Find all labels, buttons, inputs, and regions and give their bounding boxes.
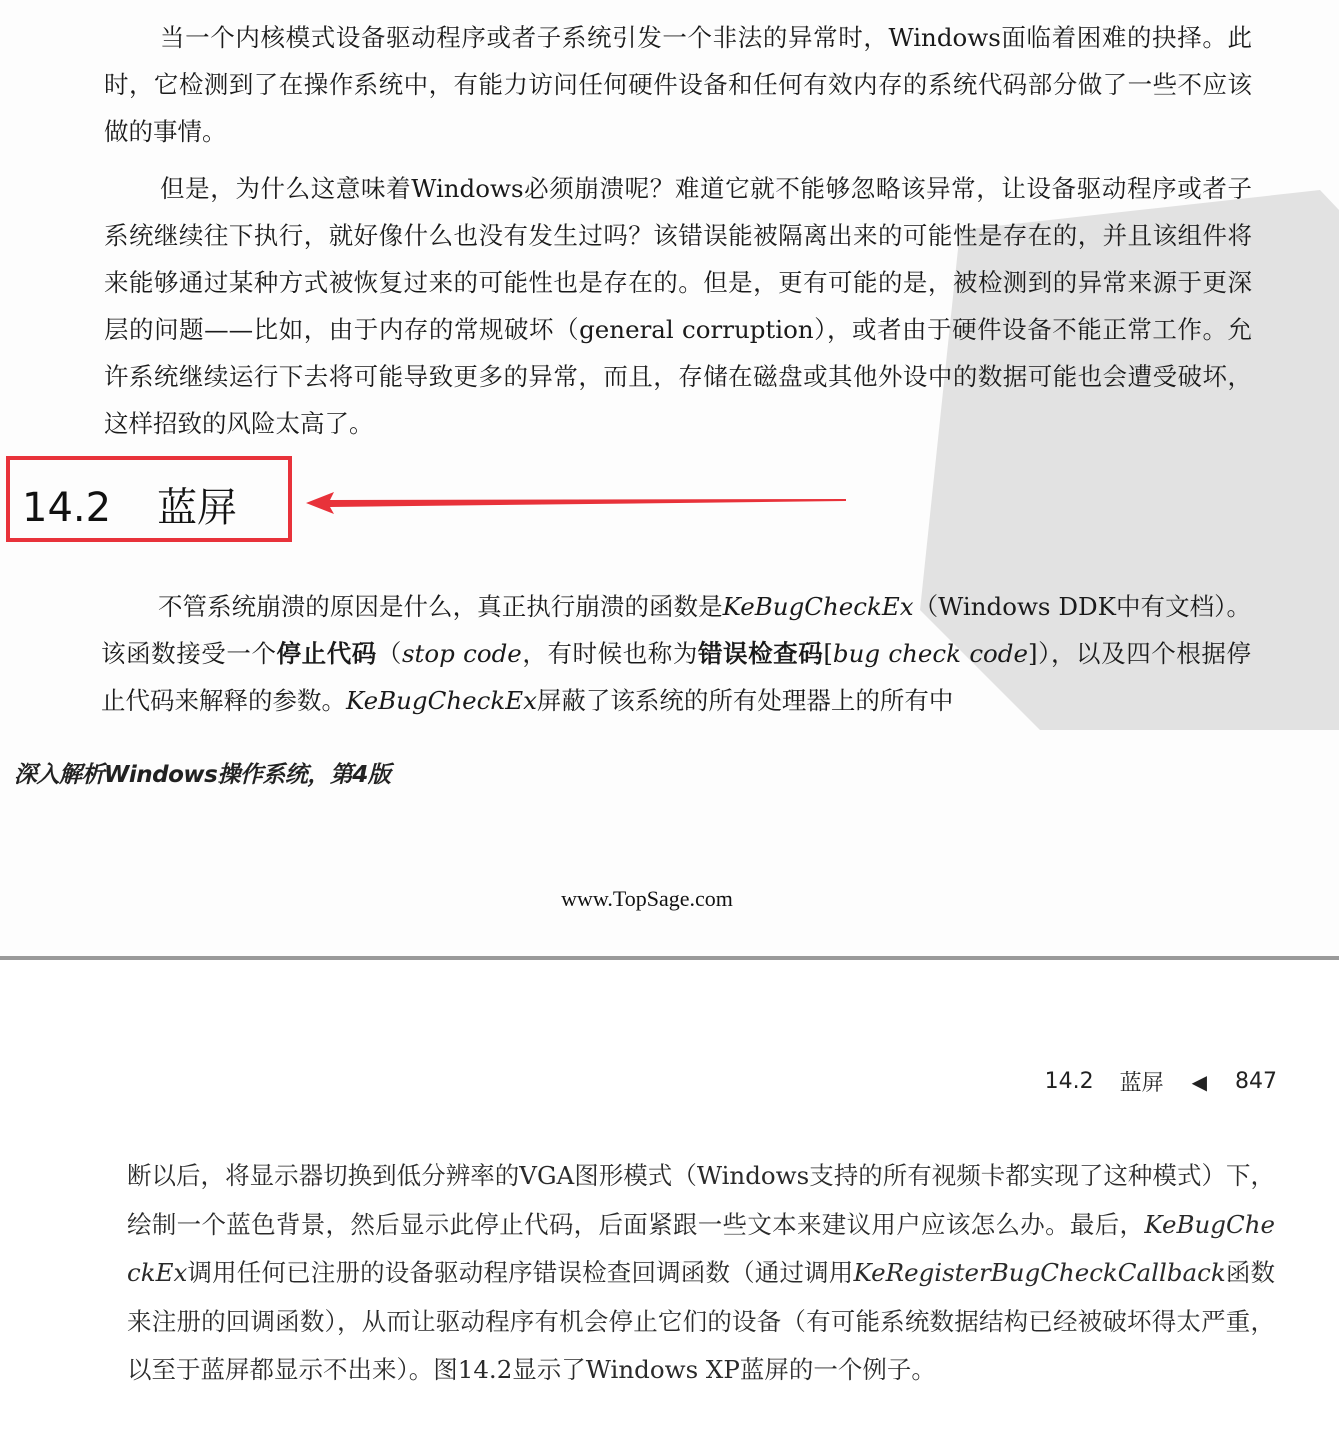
section-heading-highlight [6, 456, 292, 542]
text-span: [ [823, 639, 833, 668]
bottom-page [0, 962, 1339, 1448]
text-span: 屏蔽了该系统的所有处理器上的所有中 [536, 686, 954, 715]
text-span: ，有时候也称为 [521, 639, 698, 668]
function-name: KeBugCheckEx [127, 1209, 1275, 1287]
text-span: （Windows DDK中有文档）。该函数接受一个 [101, 592, 1251, 668]
term-bug-check-code: 错误检查码 [697, 639, 824, 668]
paragraph-blue-screen-display [127, 1152, 1275, 1395]
site-url-footer: www.TopSage.com [561, 886, 733, 911]
book-title-footer: 深入解析Windows操作系统，第4版 [14, 762, 391, 788]
section-number: 14.2 [22, 485, 112, 531]
page-separator [0, 956, 1339, 960]
text-span: 断以后，将显示器切换到低分辨率的VGA图形模式（Windows支持的所有视频卡都实现了这种模式）下，绘制一个蓝色背景，然后显示此停止代码，后面紧跟一些文本来建议用户应该怎么办。最后， [127, 1161, 1275, 1239]
text-span: 不管系统崩溃的原因是什么，真正执行崩溃的函数是 [158, 592, 723, 621]
header-section-title: 蓝屏 [1119, 1071, 1164, 1096]
text-span: 函数来注册的回调函数），从而让驱动程序有机会停止它们的设备（有可能系统数据结构已经被破坏得太严重，以至于蓝屏都显示不出来）。图14.2显示了Windows XP蓝屏的一个例子。 [127, 1258, 1276, 1384]
term-english: stop code [401, 639, 522, 668]
page-number: 847 [1235, 1069, 1277, 1094]
paragraph-why-crash: 但是，为什么这意味着Windows必须崩溃呢？难道它就不能够忽略该异常，让设备驱动程序或者子系统继续往下执行，就好像什么也没有发生过吗？该错误能被隔离出来的可能性是存在的，并且该组件将来能够通过某种方式被恢复过来的可能性也是存在的。但是，更有可能的是，被检测到的异常来源于更深层的问题——比如，由于内存的常规破坏（general corruption），或者由于硬件设备不能正常工作。允许系统继续运行下去将可能导致更多的异常，而且，存储在磁盘或其他外设中的数据可能也会遭受破坏，这样招致的风险太高了。 [104, 174, 1252, 438]
term-english: bug check code [832, 639, 1028, 668]
text-span: 调用任何已注册的设备驱动程序错误检查回调函数（通过调用 [187, 1258, 854, 1287]
function-name: KeRegisterBugCheckCallback [853, 1258, 1226, 1287]
section-title: 蓝屏 [157, 485, 238, 531]
arrow-left-icon [306, 488, 846, 518]
function-name: KeBugCheckEx [346, 686, 537, 715]
text-span: （ [376, 639, 402, 668]
paragraph-exception-dilemma: 当一个内核模式设备驱动程序或者子系统引发一个非法的异常时，Windows面临着困难的抉择。此时，它检测到了在操作系统中，有能力访问任何硬件设备和任何有效内存的系统代码部分做了一些不应该做的事情。 [104, 23, 1252, 146]
running-header [1045, 1066, 1277, 1097]
header-section-number: 14.2 [1044, 1069, 1094, 1094]
text-span: ]），以及四个根据停止代码来解释的参数。 [101, 639, 1252, 715]
triangle-left-icon: ◀ [1191, 1069, 1207, 1094]
term-stop-code: 停止代码 [276, 639, 377, 668]
function-name: KeBugCheckEx [722, 592, 914, 621]
section-heading [22, 476, 237, 533]
paragraph-kebugcheckex [101, 583, 1251, 724]
